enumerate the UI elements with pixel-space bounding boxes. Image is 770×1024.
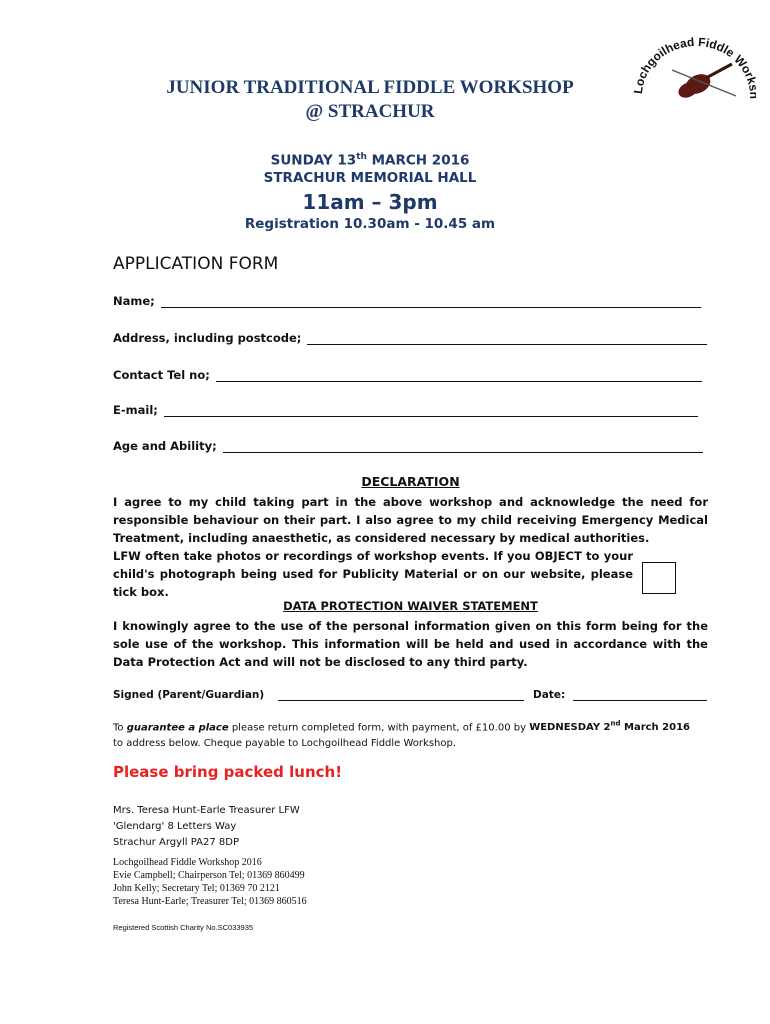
logo-text: Lochgoilhead Fiddle Wor <box>632 34 756 95</box>
declaration-heading: DECLARATION <box>361 474 460 489</box>
waiver-text: I knowingly agree to the use of the personal information given on this form being for the sole use of the workshop. This information will be held and used in accordance with the Data Protection Act and will not be disclosed to any third party. <box>113 619 708 669</box>
name-field <box>113 294 701 308</box>
address-field <box>113 331 707 345</box>
signature-field <box>113 688 524 701</box>
email-label: E-mail; <box>113 403 158 417</box>
tel-input-line[interactable] <box>216 369 702 382</box>
age-field <box>113 439 703 453</box>
form-heading: APPLICATION FORM <box>113 254 279 274</box>
treasurer-address: Mrs. Teresa Hunt-Earle Treasurer LFW 'Glendarg' 8 Letters Way Strachur Argyll PA27 8DP <box>113 805 300 848</box>
address-label: Address, including postcode; <box>113 331 302 345</box>
tel-field <box>113 368 702 382</box>
signed-label: Signed (Parent/Guardian) <box>113 689 265 701</box>
name-input-line[interactable] <box>161 295 701 308</box>
return-instructions: To guarantee a place please return completed form, with payment, of £10.00 by WEDNESDAY 2nd March 2016 to address below. Cheque payable to Lochgoilhead Fiddle Workshop. <box>113 720 690 750</box>
email-input-line[interactable] <box>164 404 698 417</box>
age-input-line[interactable] <box>223 440 703 453</box>
date-input-line[interactable] <box>573 688 707 701</box>
deadline: WEDNESDAY 2nd March 2016 <box>529 720 690 734</box>
date-field <box>533 688 707 701</box>
name-label: Name; <box>113 294 155 308</box>
tel-label: Contact Tel no; <box>113 368 210 382</box>
date-label: Date: <box>533 689 566 701</box>
email-field <box>113 403 698 417</box>
waiver-heading: DATA PROTECTION WAIVER STATEMENT <box>283 599 538 613</box>
address-input-line[interactable] <box>307 332 707 345</box>
event-time: 11am – 3pm <box>302 190 438 214</box>
charity-number: Registered Scottish Charity No.SC033935 <box>113 923 254 932</box>
age-label: Age and Ability; <box>113 439 217 453</box>
event-venue: STRACHUR MEMORIAL HALL <box>263 170 477 186</box>
contact-list: Lochgoilhead Fiddle Workshop 2016 Evie Campbell; Chairperson Tel; 01369 860499 John Kelly; Secretary Tel; 01369 70 2121 Teresa Hunt-Earle; Treasurer Tel; 01369 860516 <box>113 857 307 907</box>
event-date: SUNDAY 13th MARCH 2016 <box>270 152 470 169</box>
lunch-note: Please bring packed lunch! <box>113 763 343 781</box>
declaration-text: I agree to my child taking part in the above workshop and acknowledge the need for responsible behaviour on their part. I also agree to my child receiving Emergency Medical Treatment, including anaesthetic, as considered necessary by medical authorities. <box>113 495 708 545</box>
title-line-1: JUNIOR TRADITIONAL FIDDLE WORKSHOP <box>166 77 574 98</box>
registration-time: Registration 10.30am - 10.45 am <box>244 216 496 232</box>
photo-objection-text: LFW often take photos or recordings of workshop events. If you OBJECT to your child's photograph being used for Publicity Material or on our website, please tick box. <box>113 549 633 599</box>
photo-objection-checkbox[interactable] <box>642 562 676 594</box>
signature-input-line[interactable] <box>278 688 524 701</box>
title-line-2: @ STRACHUR <box>305 101 435 122</box>
